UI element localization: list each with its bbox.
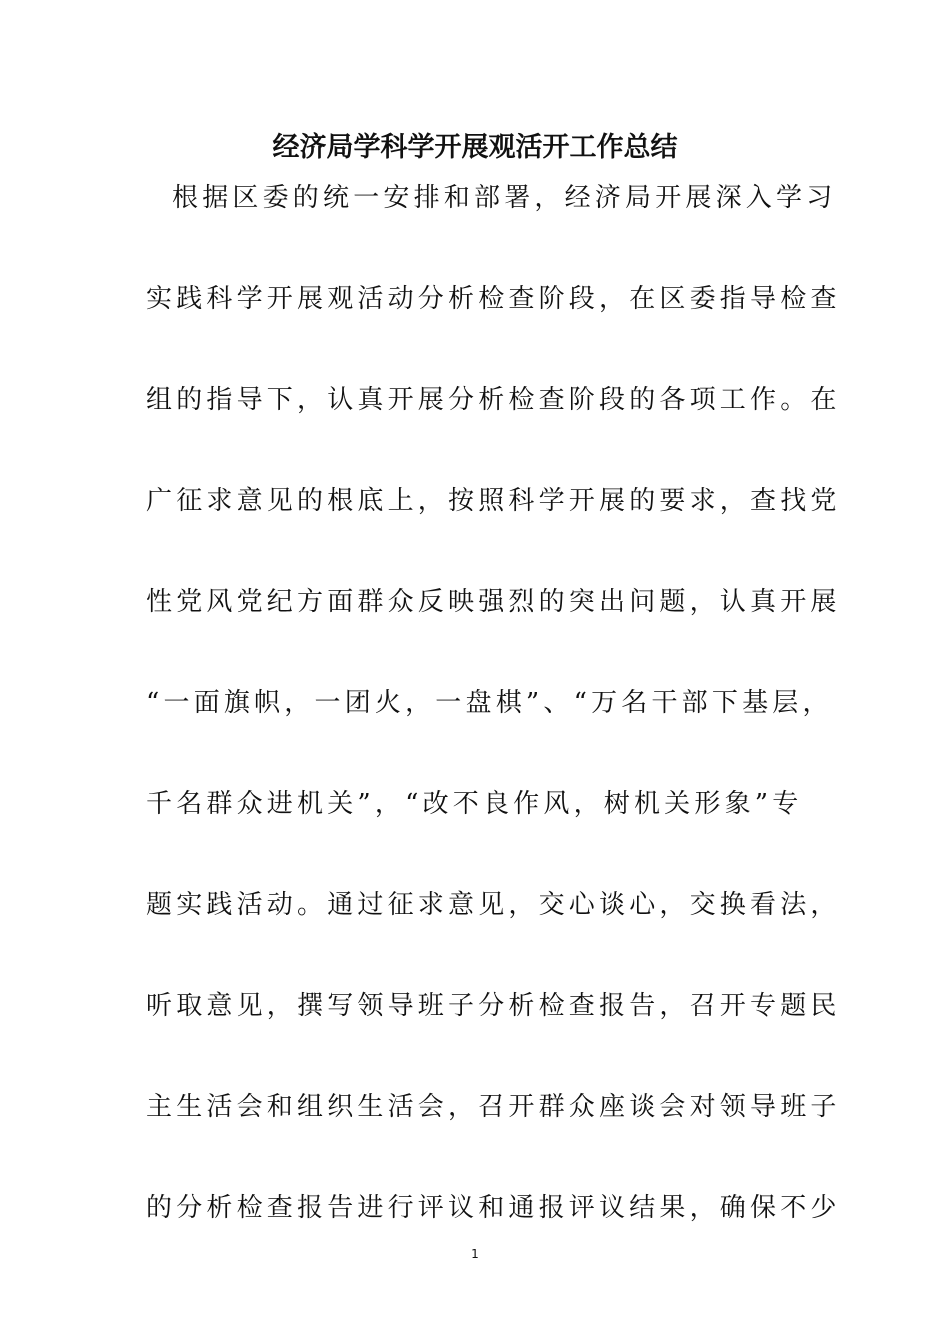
- document-title: 经济局学科学开展观活开工作总结: [272, 132, 678, 163]
- document-body: [146, 176, 841, 1287]
- body-line: 根据区委的统一安排和部署，经济局开展深入学习: [172, 183, 837, 213]
- body-line: 的分析检查报告进行评议和通报评议结果，确保不少: [146, 1193, 841, 1223]
- body-line: 题实践活动。通过征求意见，交心谈心，交换看法，: [146, 890, 841, 920]
- body-line: 性党风党纪方面群众反映强烈的突出问题，认真开展: [146, 587, 841, 617]
- page-number: 1: [471, 1247, 479, 1261]
- body-line: 千名群众进机关”，“改不良作风，树机关形象”专: [146, 789, 803, 819]
- body-line: 广征求意见的根底上，按照科学开展的要求，查找党: [146, 486, 841, 516]
- body-line: 组的指导下，认真开展分析检查阶段的各项工作。在: [146, 385, 841, 415]
- body-line: 实践科学开展观活动分析检查阶段，在区委指导检查: [146, 284, 841, 314]
- body-line: 主生活会和组织生活会，召开群众座谈会对领导班子: [146, 1092, 841, 1122]
- body-line: 听取意见，撰写领导班子分析检查报告，召开专题民: [146, 991, 841, 1021]
- body-line: “一面旗帜，一团火，一盘棋”、“万名干部下基层，: [146, 688, 833, 718]
